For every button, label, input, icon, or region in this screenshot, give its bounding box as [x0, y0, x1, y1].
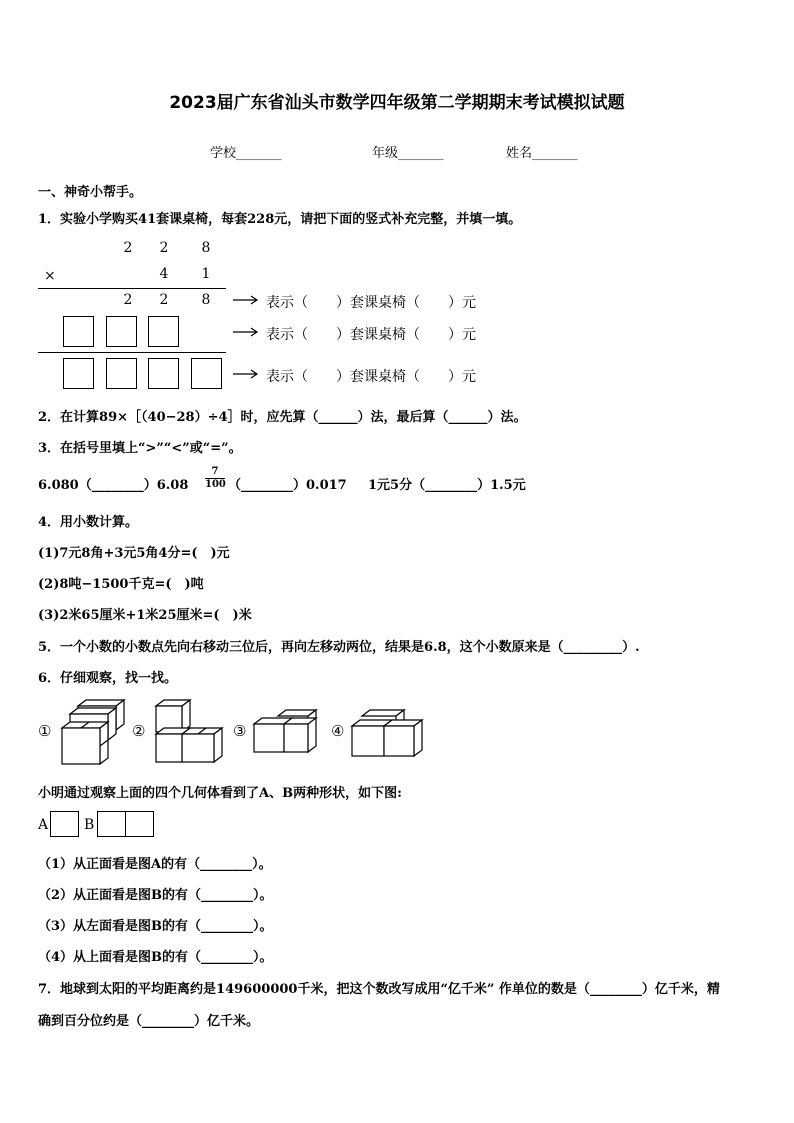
calc-item[interactable]: (1)7元8角+3元5角4分=( )元 [38, 546, 230, 561]
sub-question[interactable]: （2）从正面看是图B的有（________）。 [38, 888, 273, 903]
shape-b-square [97, 811, 126, 837]
answer-box[interactable] [106, 316, 137, 347]
compare-item-a[interactable]: 6.080（________）6.08 [38, 478, 189, 493]
grade-field[interactable]: 年级_______ [372, 146, 444, 161]
observation-text: 小明通过观察上面的四个几何体看到了A、B两种形状，如下图: [38, 786, 402, 801]
figure-label: ① [38, 722, 52, 740]
question-6: 6．仔细观察，找一找。 [38, 671, 178, 686]
partial-product-digit: 2 [159, 292, 169, 308]
figure-label: ④ [331, 722, 345, 740]
multiplicand-digit: 2 [123, 240, 133, 256]
multiplication-rule [38, 288, 226, 289]
fraction-denominator: 100 [205, 479, 226, 490]
multiplier-digit: 1 [201, 266, 211, 282]
question-7-continued: 确到百分位约是（________）亿千米。 [38, 1014, 260, 1029]
calc-item[interactable]: (2)8吨−1500千克=( )吨 [38, 577, 204, 592]
answer-box[interactable] [106, 358, 137, 389]
question-7: 7．地球到太阳的平均距离约是149600000千米，把这个数改写成用“亿千米” 作单位的数是（________）亿千米，精 [38, 982, 720, 997]
multiplication-rule [38, 352, 226, 353]
answer-description[interactable]: 表示（ ）套课桌椅（ ）元 [266, 327, 476, 343]
answer-description[interactable]: 表示（ ）套课桌椅（ ）元 [266, 369, 476, 385]
answer-box[interactable] [148, 358, 179, 389]
arrow-right-icon [232, 368, 260, 380]
arrow-right-icon [232, 294, 260, 306]
question-3: 3．在括号里填上“>”“<”或“=”。 [38, 441, 242, 456]
question-4: 4．用小数计算。 [38, 515, 139, 530]
partial-product-digit: 2 [123, 292, 133, 308]
fraction [205, 466, 225, 491]
question-5: 5．一个小数的小数点先向右移动三位后，再向左移动两位，结果是6.8，这个小数原来是（_________）. [38, 640, 640, 655]
question-2: 2．在计算89×［（40−28）÷4］时，应先算（______）法，最后算（______）法。 [38, 410, 527, 425]
compare-item-b[interactable]: （________）0.017 [228, 478, 347, 493]
multiplicand-digit: 8 [201, 240, 211, 256]
cube-figure-2 [152, 698, 226, 766]
multiplicand-digit: 2 [159, 240, 169, 256]
cube-figure-4 [350, 706, 426, 760]
answer-box[interactable] [63, 358, 94, 389]
fraction-numerator: 7 [211, 466, 219, 477]
shape-label-a: A [38, 817, 49, 833]
cube-figure-1 [58, 698, 130, 768]
question-1: 1．实验小学购买41套课桌椅，每套228元，请把下面的竖式补充完整，并填一填。 [38, 212, 522, 227]
answer-box[interactable] [191, 358, 222, 389]
shape-b-square [125, 811, 154, 837]
school-field[interactable]: 学校_______ [210, 146, 282, 161]
cube-figure-3 [252, 708, 322, 758]
section-heading: 一、神奇小帮手。 [38, 185, 143, 200]
figure-label: ② [132, 722, 146, 740]
answer-description[interactable]: 表示（ ）套课桌椅（ ）元 [266, 295, 476, 311]
name-field[interactable]: 姓名_______ [506, 146, 578, 161]
calc-item[interactable]: (3)2米65厘米+1米25厘米=( )米 [38, 608, 252, 623]
multiplier-digit: 4 [159, 266, 169, 282]
shape-a-square [50, 811, 79, 837]
page-title: 2023届广东省汕头市数学四年级第二学期期末考试模拟试题 [169, 93, 625, 113]
times-sign: × [44, 268, 56, 284]
sub-question[interactable]: （4）从上面看是图B的有（________）。 [38, 950, 273, 965]
answer-box[interactable] [63, 316, 94, 347]
shape-label-b: B [84, 817, 95, 833]
compare-item-c[interactable]: 1元5分（________）1.5元 [368, 478, 526, 493]
partial-product-digit: 8 [201, 292, 211, 308]
answer-box[interactable] [148, 316, 179, 347]
sub-question[interactable]: （1）从正面看是图A的有（________）。 [38, 857, 272, 872]
sub-question[interactable]: （3）从左面看是图B的有（________）。 [38, 919, 273, 934]
arrow-right-icon [232, 326, 260, 338]
figure-label: ③ [233, 722, 247, 740]
